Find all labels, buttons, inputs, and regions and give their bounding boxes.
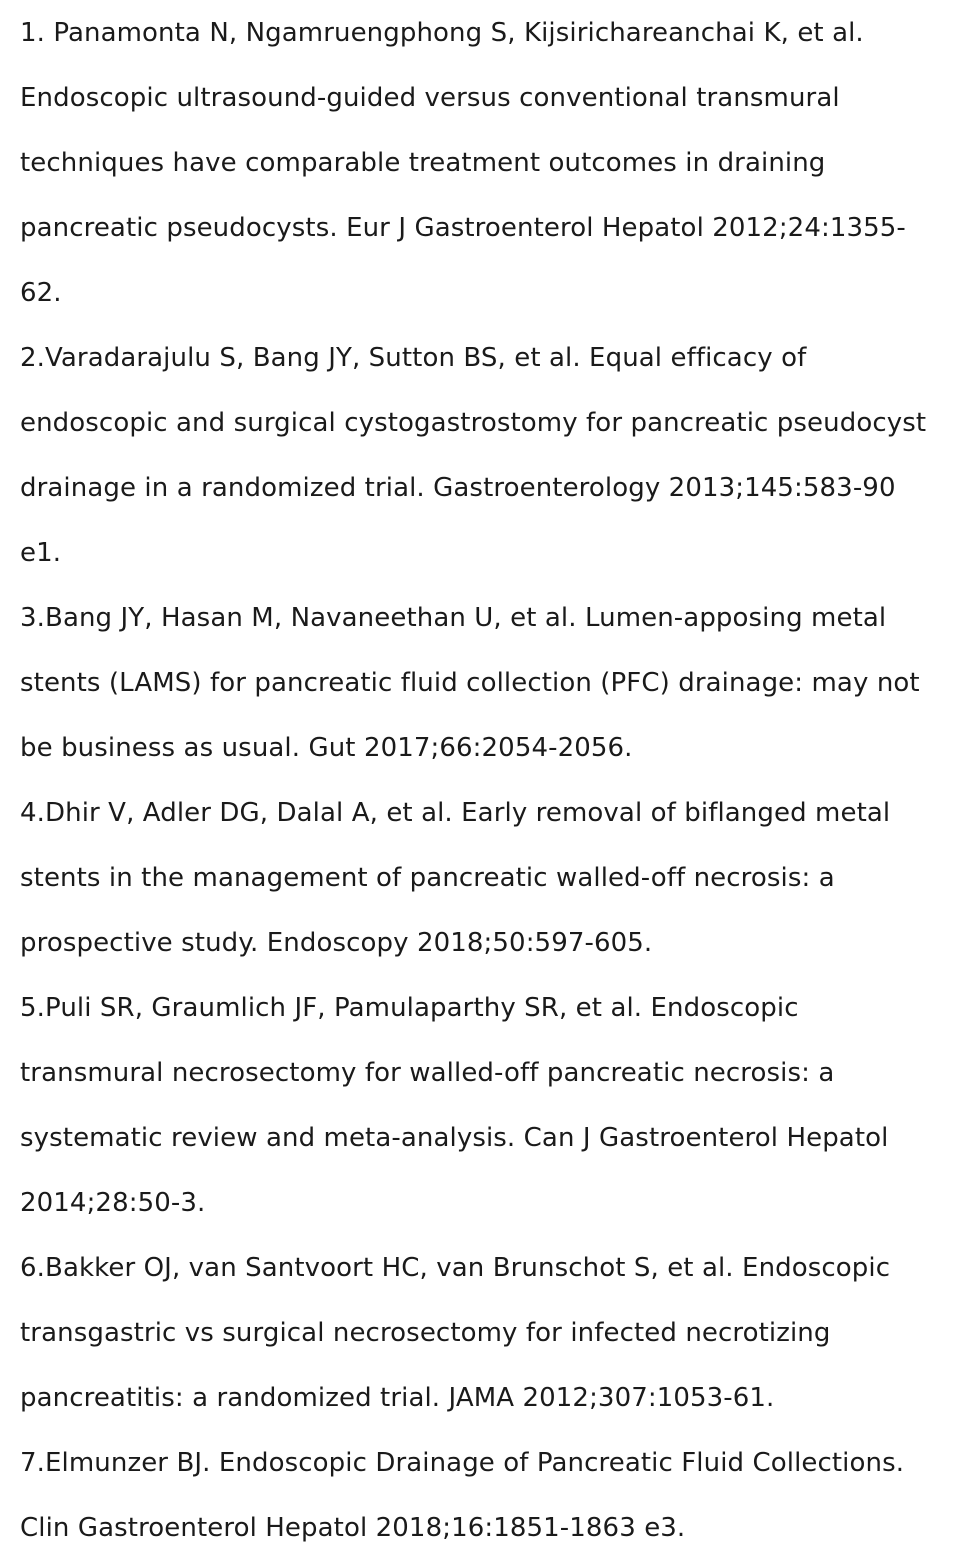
reference-list	[20, 1, 946, 1561]
reference-line: Endoscopic ultrasound-guided versus conventional transmural	[20, 83, 840, 113]
reference-line: 5.Puli SR, Graumlich JF, Pamulaparthy SR, et al. Endoscopic	[20, 993, 799, 1023]
reference-item-4	[20, 781, 946, 976]
reference-line: transmural necrosectomy for walled-off pancreatic necrosis: a	[20, 1058, 835, 1088]
reference-item-5	[20, 976, 946, 1236]
reference-line: stents in the management of pancreatic walled-off necrosis: a	[20, 863, 835, 893]
reference-line: systematic review and meta-analysis. Can J Gastroenterol Hepatol	[20, 1123, 889, 1153]
reference-item-6	[20, 1236, 946, 1431]
reference-line: 3.Bang JY, Hasan M, Navaneethan U, et al. Lumen-apposing metal	[20, 603, 887, 633]
reference-line: endoscopic and surgical cystogastrostomy for pancreatic pseudocyst	[20, 408, 927, 438]
reference-line: 4.Dhir V, Adler DG, Dalal A, et al. Early removal of biflanged metal	[20, 798, 891, 828]
reference-line: pancreatitis: a randomized trial. JAMA 2012;307:1053-61.	[20, 1383, 775, 1413]
reference-line: 6.Bakker OJ, van Santvoort HC, van Brunschot S, et al. Endoscopic	[20, 1253, 891, 1283]
reference-line: 1. Panamonta N, Ngamruengphong S, Kijsirichareanchai K, et al.	[20, 18, 864, 48]
reference-line: 62.	[20, 278, 62, 308]
reference-item-7	[20, 1431, 946, 1561]
reference-line: prospective study. Endoscopy 2018;50:597-605.	[20, 928, 653, 958]
reference-line: be business as usual. Gut 2017;66:2054-2056.	[20, 733, 633, 763]
reference-line: techniques have comparable treatment outcomes in draining	[20, 148, 826, 178]
reference-line: Clin Gastroenterol Hepatol 2018;16:1851-1863 e3.	[20, 1513, 686, 1543]
reference-line: pancreatic pseudocysts. Eur J Gastroenterol Hepatol 2012;24:1355-	[20, 213, 906, 243]
reference-item-1	[20, 1, 946, 326]
reference-item-3	[20, 586, 946, 781]
reference-line: stents (LAMS) for pancreatic fluid collection (PFC) drainage: may not	[20, 668, 920, 698]
reference-line: e1.	[20, 538, 62, 568]
reference-item-2	[20, 326, 946, 586]
reference-line: 7.Elmunzer BJ. Endoscopic Drainage of Pancreatic Fluid Collections.	[20, 1448, 905, 1478]
reference-line: 2.Varadarajulu S, Bang JY, Sutton BS, et al. Equal efficacy of	[20, 343, 807, 373]
reference-line: drainage in a randomized trial. Gastroenterology 2013;145:583-90	[20, 473, 896, 503]
reference-line: 2014;28:50-3.	[20, 1188, 206, 1218]
reference-line: transgastric vs surgical necrosectomy for infected necrotizing	[20, 1318, 831, 1348]
